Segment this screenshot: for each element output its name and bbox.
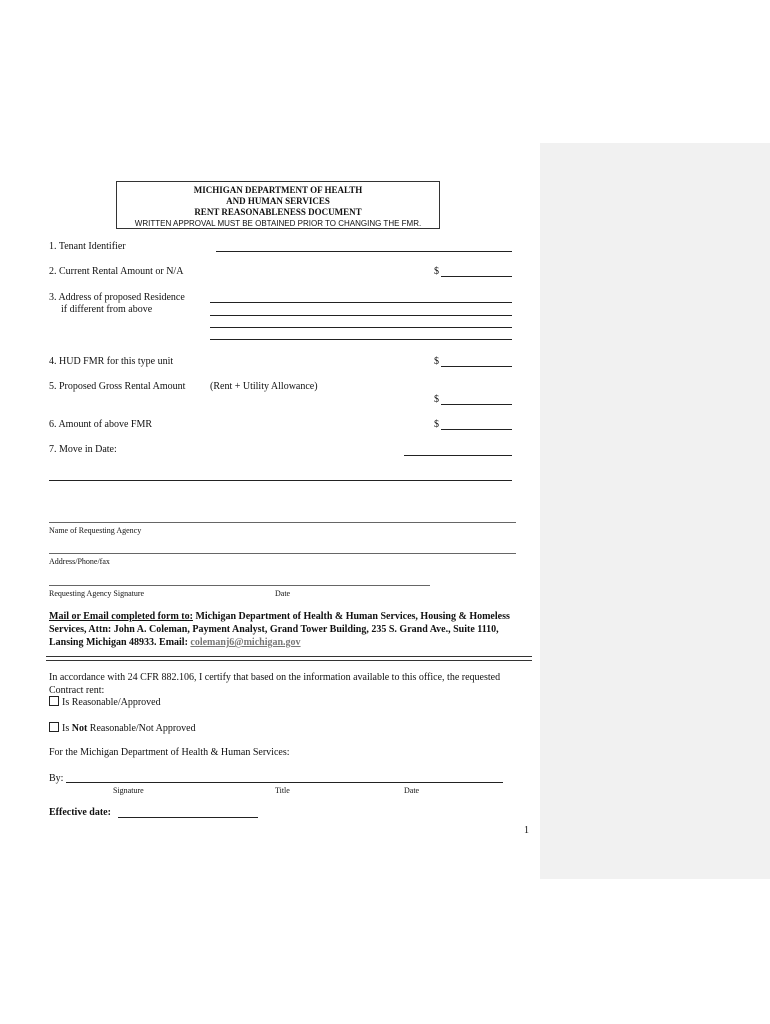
agency-signature-label: Requesting Agency Signature [49, 589, 145, 598]
option2-bold: Not [71, 723, 88, 734]
certification-text: In accordance with 24 CFR 882.106, I certify that based on the information available to this office, the requested Contract rent: [49, 672, 501, 696]
comment-margin-panel [540, 143, 770, 879]
option-reasonable [49, 696, 161, 709]
address-field-line-4[interactable] [210, 339, 512, 340]
signature-caption: Signature [113, 786, 144, 795]
page-number: 1 [524, 825, 529, 836]
header-line-2: AND HUMAN SERVICES [226, 196, 330, 206]
by-signature-field[interactable] [66, 782, 503, 783]
hud-fmr-field[interactable] [441, 366, 512, 367]
mail-body: Michigan Department of Health & Human Services, Housing & Homeless Services, Attn: John A. Coleman, Payment Analyst, Grand Tower Building, 235 S. Grand Ave., Suite 1110, Lansing Michigan 48933. Email: [49, 611, 510, 648]
address-field-line-3[interactable] [210, 327, 512, 328]
dollar-sign: $ [434, 266, 439, 277]
for-department-text: For the Michigan Department of Health & Human Services: [49, 747, 290, 758]
tenant-identifier-label: 1. Tenant Identifier [49, 241, 126, 252]
option-reasonable-label: Is Reasonable/Approved [62, 697, 161, 708]
dollar-sign: $ [434, 394, 439, 405]
by-label: By: [49, 773, 64, 784]
proposed-gross-label: 5. Proposed Gross Rental Amount [49, 381, 186, 392]
amount-above-label: 6. Amount of above FMR [49, 419, 153, 430]
agency-signature-field[interactable] [49, 585, 430, 586]
header-line-4: WRITTEN APPROVAL MUST BE OBTAINED PRIOR TO CHANGING THE FMR. [134, 219, 422, 228]
not-reasonable-checkbox[interactable] [49, 722, 59, 732]
date-caption: Date [404, 786, 420, 795]
header-line-1: MICHIGAN DEPARTMENT OF HEALTH [193, 185, 363, 195]
separator-line [49, 480, 512, 481]
current-rental-field[interactable] [441, 276, 512, 277]
address-label: 3. Address of proposed Residence [49, 292, 185, 303]
form-header-box [116, 181, 440, 229]
rent-utility-note: (Rent + Utility Allowance) [210, 381, 318, 392]
option2-prefix: Is [62, 723, 72, 734]
dollar-sign: $ [434, 419, 439, 430]
current-rental-label: 2. Current Rental Amount or N/A [49, 266, 184, 277]
double-rule [46, 656, 532, 661]
agency-address-field[interactable] [49, 553, 516, 554]
mail-lead: Mail or Email completed form to: [49, 611, 193, 622]
tenant-identifier-field[interactable] [216, 251, 512, 252]
address-sublabel: if different from above [61, 304, 153, 315]
reasonable-checkbox[interactable] [49, 696, 59, 706]
address-field-line-1[interactable] [210, 302, 512, 303]
amount-above-field[interactable] [441, 429, 512, 430]
agency-address-label: Address/Phone/fax [49, 557, 110, 566]
mail-instructions [49, 610, 519, 649]
proposed-gross-field[interactable] [441, 404, 512, 405]
email-link[interactable]: colemanj6@michigan.gov [190, 637, 301, 648]
option2-suffix: Reasonable/Not Approved [87, 723, 196, 734]
dollar-sign: $ [434, 356, 439, 367]
move-in-label: 7. Move in Date: [49, 444, 117, 455]
agency-date-label: Date [275, 589, 291, 598]
header-line-3: RENT REASONABLENESS DOCUMENT [194, 207, 362, 217]
move-in-field[interactable] [404, 455, 512, 456]
address-field-line-2[interactable] [210, 315, 512, 316]
agency-name-label: Name of Requesting Agency [49, 526, 142, 535]
effective-date-label: Effective date: [49, 807, 111, 818]
agency-name-field[interactable] [49, 522, 516, 523]
hud-fmr-label: 4. HUD FMR for this type unit [49, 356, 174, 367]
title-caption: Title [275, 786, 290, 795]
option-not-reasonable [49, 722, 196, 735]
effective-date-field[interactable] [118, 817, 258, 818]
